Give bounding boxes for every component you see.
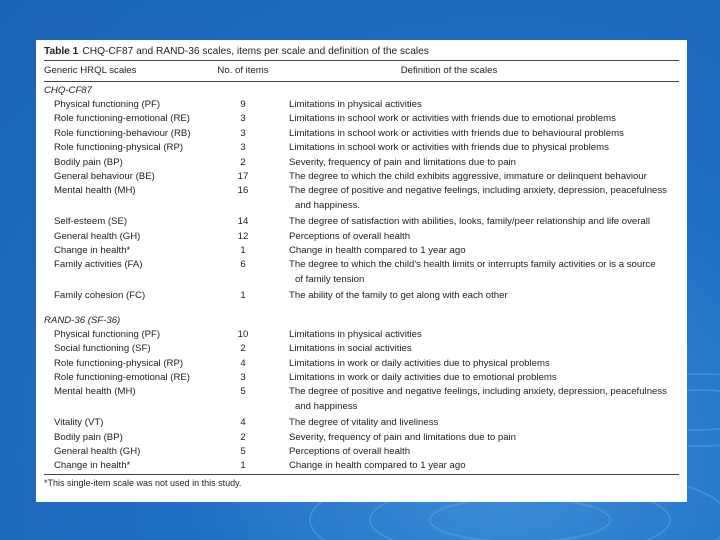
item-count: 2 <box>240 343 246 355</box>
item-count: 10 <box>237 328 249 340</box>
definition-line: The degree of vitality and liveliness <box>289 417 439 429</box>
scale-definition <box>279 342 679 356</box>
definition-line: Perceptions of overall health <box>289 445 411 457</box>
item-count: 3 <box>240 113 246 125</box>
table-row <box>44 141 679 155</box>
scale-definition <box>279 459 679 473</box>
scale-name: Role functioning-behaviour (RB) <box>54 127 191 139</box>
item-count: 3 <box>240 142 246 154</box>
definition-line: Change in health compared to 1 year ago <box>289 245 466 257</box>
table-row <box>44 127 679 141</box>
table-row <box>44 156 679 170</box>
scale-name: Social functioning (SF) <box>54 343 151 355</box>
definition-line: Limitations in physical activities <box>289 99 422 110</box>
table-header <box>44 61 679 81</box>
table-row <box>44 215 679 229</box>
scale-definition <box>279 230 679 244</box>
scale-definition <box>279 141 679 155</box>
scale-definition <box>279 431 679 445</box>
scale-definition <box>279 258 679 287</box>
scale-definition <box>279 385 679 414</box>
header-scale: Generic HRQL scales <box>44 65 137 76</box>
item-count: 12 <box>237 230 249 242</box>
scale-definition <box>279 445 679 459</box>
definition-line: Limitations in school work or activities with friends due to physical problems <box>289 142 609 154</box>
caption-text: CHQ-CF87 and RAND-36 scales, items per scale and definition of the scales <box>82 46 429 57</box>
section-title: CHQ-CF87 <box>44 85 92 96</box>
scale-name: Role functioning-emotional (RE) <box>54 113 190 125</box>
header-rule <box>44 81 679 82</box>
item-count: 5 <box>240 386 246 398</box>
table-row <box>44 342 679 356</box>
definition-line: Limitations in school work or activities with friends due to emotional problems <box>289 113 616 125</box>
item-count: 14 <box>237 216 249 228</box>
item-count: 16 <box>237 185 249 197</box>
scale-definition <box>279 184 679 213</box>
scale-definition <box>279 112 679 126</box>
definition-line: The degree to which the child's health limits or interrupts family activities or is a source <box>289 259 656 271</box>
table-row <box>44 170 679 184</box>
definition-line: The degree of positive and negative feelings, including anxiety, depression, peacefulness <box>289 386 667 398</box>
scale-name: Family cohesion (FC) <box>54 290 146 302</box>
definition-line: Change in health compared to 1 year ago <box>289 460 466 472</box>
table-body <box>44 84 679 474</box>
scale-definition <box>279 328 679 342</box>
definition-line: Limitations in work or daily activities due to physical problems <box>289 357 550 369</box>
footnote: *This single-item scale was not used in this study. <box>44 477 242 488</box>
scale-name: Mental health (MH) <box>54 386 136 398</box>
table-row <box>44 385 679 414</box>
item-count: 2 <box>240 431 246 443</box>
item-count: 3 <box>240 127 246 139</box>
definition-continuation: and happiness <box>295 400 358 412</box>
table-row <box>44 244 679 258</box>
scale-name: General behaviour (BE) <box>54 171 155 183</box>
definition-line: Perceptions of overall health <box>289 230 411 242</box>
table-row <box>44 416 679 430</box>
scale-definition <box>279 156 679 170</box>
item-count: 17 <box>237 171 249 183</box>
definition-line: Severity, frequency of pain and limitations due to pain <box>289 156 517 168</box>
definition-continuation: and happiness. <box>295 199 361 211</box>
table-row <box>44 98 679 112</box>
scale-name: Role functioning-emotional (RE) <box>54 371 190 383</box>
definition-line: The degree to which the child exhibits aggressive, immature or delinquent behaviour <box>289 171 647 183</box>
table-row <box>44 431 679 445</box>
definition-line: The degree of satisfaction with abilities, looks, family/peer relationship and life overall <box>289 216 651 228</box>
header-definition: Definition of the scales <box>400 65 498 76</box>
item-count: 4 <box>240 357 246 369</box>
item-count: 6 <box>240 259 246 271</box>
item-count: 3 <box>240 371 246 383</box>
item-count: 1 <box>240 245 246 257</box>
scale-definition <box>279 416 679 430</box>
definition-continuation: of family tension <box>295 273 365 285</box>
item-count: 1 <box>240 290 246 302</box>
definition-line: Limitations in social activities <box>289 343 412 355</box>
scale-definition <box>279 127 679 141</box>
definition-line: The degree of positive and negative feelings, including anxiety, depression, peacefulness <box>289 185 667 197</box>
table-row <box>44 445 679 459</box>
table-row <box>44 328 679 342</box>
table-row <box>44 289 679 303</box>
table-row <box>44 357 679 371</box>
table-row <box>44 258 679 287</box>
scale-name: Family activities (FA) <box>54 259 143 271</box>
scale-name: Change in health* <box>54 245 131 257</box>
scale-definition <box>279 170 679 184</box>
item-count: 4 <box>240 417 246 429</box>
scale-name: Change in health* <box>54 460 131 472</box>
item-count: 2 <box>240 156 246 168</box>
scale-name: Role functioning-physical (RP) <box>54 357 184 369</box>
scale-definition <box>279 371 679 385</box>
scale-name: Bodily pain (BP) <box>54 156 123 168</box>
item-count: 1 <box>240 460 246 472</box>
caption-label: Table 1 <box>44 46 79 57</box>
table-sheet <box>36 40 687 502</box>
scale-name: General health (GH) <box>54 445 141 457</box>
scale-name: General health (GH) <box>54 230 141 242</box>
table-caption <box>44 44 679 60</box>
scale-definition <box>279 244 679 258</box>
definition-line: Limitations in physical activities <box>289 328 422 340</box>
item-count: 5 <box>240 445 246 457</box>
scale-name: Vitality (VT) <box>54 417 104 429</box>
scale-definition <box>279 215 679 229</box>
header-items: No. of items <box>217 65 269 76</box>
definition-line: Severity, frequency of pain and limitations due to pain <box>289 431 517 443</box>
scale-name: Physical functioning (PF) <box>54 99 161 110</box>
table-row <box>44 459 679 473</box>
definition-line: Limitations in school work or activities with friends due to behavioural problems <box>289 127 624 139</box>
scale-name: Bodily pain (BP) <box>54 431 123 443</box>
scale-name: Mental health (MH) <box>54 185 136 197</box>
table-row <box>44 371 679 385</box>
section-gap <box>44 304 679 312</box>
table-row <box>44 184 679 213</box>
scale-definition <box>279 357 679 371</box>
scale-name: Physical functioning (PF) <box>54 328 161 340</box>
section-title: RAND-36 (SF-36) <box>44 314 121 326</box>
scale-name: Self-esteem (SE) <box>54 216 128 228</box>
item-count: 9 <box>240 99 246 110</box>
definition-line: The ability of the family to get along with each other <box>289 290 508 302</box>
table-row <box>44 230 679 244</box>
definition-line: Limitations in work or daily activities due to emotional problems <box>289 371 557 383</box>
scale-definition <box>279 98 679 112</box>
table-row <box>44 112 679 126</box>
scale-definition <box>279 289 679 303</box>
scale-name: Role functioning-physical (RP) <box>54 142 184 154</box>
